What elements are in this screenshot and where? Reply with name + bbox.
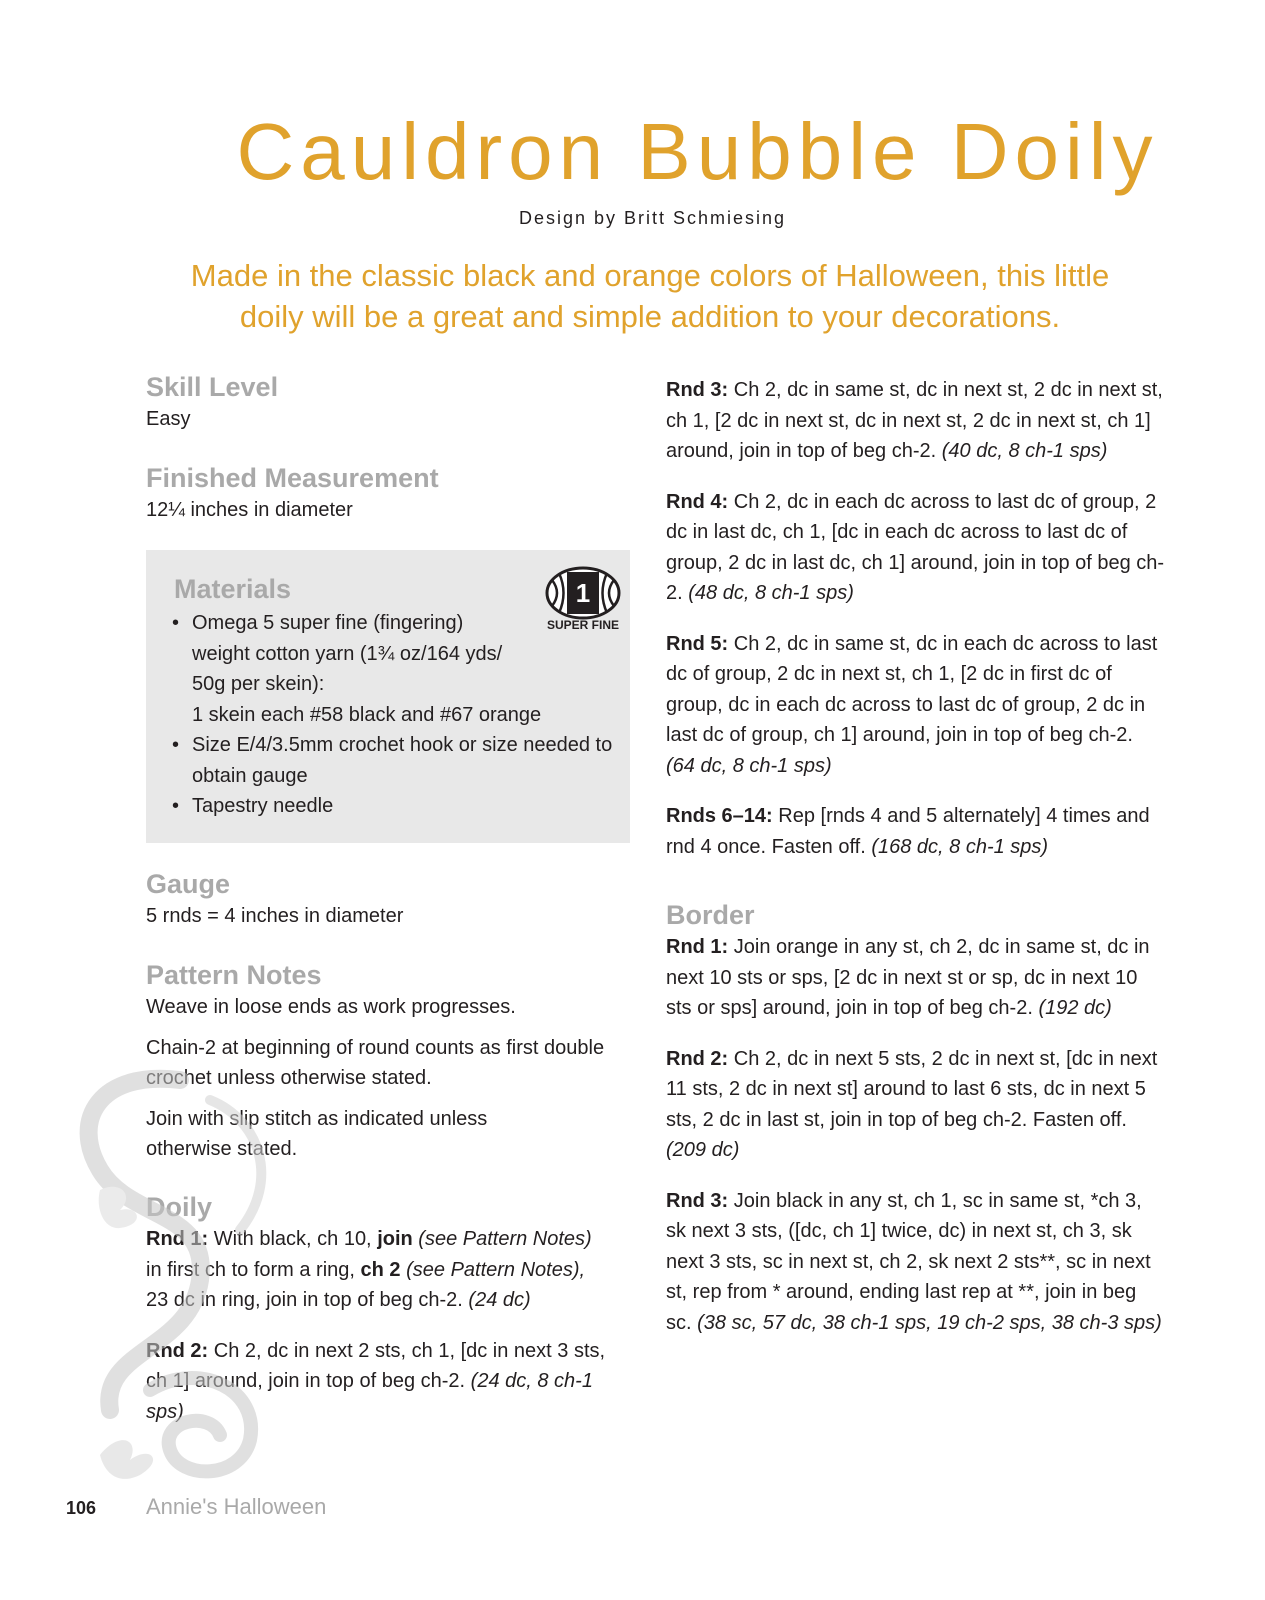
round-label: Rnd 2: xyxy=(666,1047,729,1070)
round-term: join xyxy=(377,1228,413,1250)
doily-heading: Doily xyxy=(146,1192,213,1222)
materials-item xyxy=(170,608,610,700)
gauge-section xyxy=(146,867,636,932)
finished-measurement-value: 12¼ inches in diameter xyxy=(146,499,353,521)
stitch-count: (64 dc, 8 ch-1 sps) xyxy=(666,754,832,777)
doily-section xyxy=(146,1190,616,1447)
stitch-count: (40 dc, 8 ch-1 sps) xyxy=(941,440,1108,462)
materials-item xyxy=(170,791,610,822)
pattern-note: Chain-2 at beginning of round counts as first double crochet unless otherwise stated. xyxy=(146,1036,605,1089)
materials-item-text: Omega 5 super fine (fingering) weight cotton yarn (1¾ oz/164 yds/ 50g per skein): xyxy=(192,612,503,695)
round-text: Ch 2, dc in next 2 sts, ch 1, [dc in next 3 sts, ch 1] around, join in top of beg ch-2. xyxy=(146,1339,606,1392)
yarn-weight-number: 1 xyxy=(575,578,591,608)
stitch-count: (48 dc, 8 ch-1 sps) xyxy=(688,582,854,604)
round-label: Rnd 3: xyxy=(666,1189,729,1212)
page-number: 106 xyxy=(66,1498,97,1518)
materials-sub-item xyxy=(170,700,610,731)
materials-sub-item-text: 1 skein each #58 black and #67 orange xyxy=(192,703,542,726)
border-round-2 xyxy=(666,1044,1166,1166)
doily-round-5 xyxy=(666,629,1166,782)
materials-item xyxy=(170,730,613,791)
stitch-count: (24 dc, 8 ch-1 sps) xyxy=(146,1370,593,1423)
round-note: (see Pattern Notes), xyxy=(400,1258,586,1281)
round-label: Rnd 3: xyxy=(666,379,729,401)
pattern-note: Join with slip stitch as indicated unless otherwise stated. xyxy=(146,1107,488,1160)
skill-level-value: Easy xyxy=(146,408,191,430)
round-text: Rep [rnds 4 and 5 alternately] 4 times and rnd 4 once. Fasten off. xyxy=(666,805,1150,858)
round-term: ch 2 xyxy=(360,1258,401,1281)
round-label: Rnd 5: xyxy=(666,632,729,655)
skill-level-heading: Skill Level xyxy=(146,372,279,402)
designer-byline: Design by Britt Schmiesing xyxy=(518,208,787,228)
round-text: Ch 2, dc in next 5 sts, 2 dc in next st, [dc in next 11 sts, 2 dc in next st] around to last 6 sts, dc in next 5 sts, 2 dc in last st, join in top of beg ch-2. Fasten off. xyxy=(666,1047,1158,1131)
round-text: Ch 2, dc in each dc across to last dc of group, 2 dc in last dc, ch 1, [dc in each dc across to last dc of group, 2 dc in last dc, ch 1] around, join in top of beg ch-2. xyxy=(666,490,1165,604)
round-label: Rnd 4: xyxy=(666,490,729,513)
bullet: • xyxy=(172,734,180,756)
stitch-count: (168 dc, 8 ch-1 sps) xyxy=(871,835,1049,858)
border-round-3 xyxy=(666,1186,1166,1339)
round-text: in first ch to form a ring, xyxy=(146,1258,361,1281)
materials-heading: Materials xyxy=(174,574,292,604)
round-label: Rnd 1: xyxy=(666,936,729,958)
stitch-count: (209 dc) xyxy=(666,1139,740,1161)
round-label: Rnds 6–14: xyxy=(666,805,773,827)
bullet: • xyxy=(172,612,180,634)
round-label: Rnd 1: xyxy=(146,1228,209,1250)
materials-list xyxy=(170,608,613,822)
round-text: Ch 2, dc in same st, dc in next st, 2 dc in next st, ch 1, [2 dc in next st, dc in next st, 2 dc in next st, ch 1] around, join in top of beg ch-2. xyxy=(666,379,1163,462)
doily-round-3 xyxy=(666,375,1166,467)
materials-item-text: Size E/4/3.5mm crochet hook or size needed to obtain gauge xyxy=(192,734,613,787)
round-text: Ch 2, dc in same st, dc in each dc across to last dc of group, 2 dc in next st, ch 1, [2 dc in first dc of group, dc in each dc across to last dc of group, 2 dc in last dc of group, ch 1] around, join in top of beg ch-2. xyxy=(666,632,1158,746)
finished-measurement-section xyxy=(146,461,636,526)
doily-round-1 xyxy=(146,1224,606,1316)
round-text: 23 dc in ring, join in top of beg ch-2. xyxy=(146,1289,469,1311)
intro-text: Made in the classic black and orange colors of Halloween, this little doily will be a great and simple addition to your decorations. xyxy=(190,258,1110,334)
border-round-1 xyxy=(666,932,1166,1024)
materials-box xyxy=(146,550,630,843)
gauge-heading: Gauge xyxy=(146,869,231,899)
right-column xyxy=(666,375,1166,1358)
round-text: With black, ch 10, xyxy=(208,1228,378,1250)
skill-level-section xyxy=(146,370,636,435)
pattern-note: Weave in loose ends as work progresses. xyxy=(146,996,516,1018)
border-heading: Border xyxy=(666,900,755,930)
yarn-weight-label: SUPER FINE xyxy=(546,618,619,632)
bullet: • xyxy=(172,795,180,817)
round-note: (see Pattern Notes) xyxy=(412,1228,592,1250)
doily-round-2 xyxy=(146,1336,606,1428)
stitch-count: (24 dc) xyxy=(468,1289,531,1311)
round-label: Rnd 2: xyxy=(146,1339,209,1362)
materials-item-text: Tapestry needle xyxy=(192,795,334,817)
pattern-notes-section xyxy=(146,958,636,1165)
doily-rounds-6-14 xyxy=(666,801,1166,862)
stitch-count: (38 sc, 57 dc, 38 ch-1 sps, 19 ch-2 sps, 38 ch-3 sps) xyxy=(697,1311,1162,1334)
round-text: Join orange in any st, ch 2, dc in same st, dc in next 10 sts or sps, [2 dc in next st or sp, dc in next 10 sts or sps] around, join in top of beg ch-2. xyxy=(666,936,1150,1019)
pattern-notes-heading: Pattern Notes xyxy=(146,960,322,990)
gauge-value: 5 rnds = 4 inches in diameter xyxy=(146,905,404,927)
round-text: Join black in any st, ch 1, sc in same st, *ch 3, sk next 3 sts, ([dc, ch 1] twice, dc) in next st, ch 3, sk next 3 sts, sc in next st, ch 2, sk next 2 sts**, sc in next st, rep from * around, ending last rep at **, join in beg sc. xyxy=(666,1189,1151,1334)
book-title: Annie's Halloween xyxy=(146,1494,327,1519)
finished-measurement-heading: Finished Measurement xyxy=(146,463,439,493)
doily-round-4 xyxy=(666,487,1166,609)
pattern-title: Cauldron Bubble Doily xyxy=(236,107,1159,196)
stitch-count: (192 dc) xyxy=(1038,997,1112,1019)
